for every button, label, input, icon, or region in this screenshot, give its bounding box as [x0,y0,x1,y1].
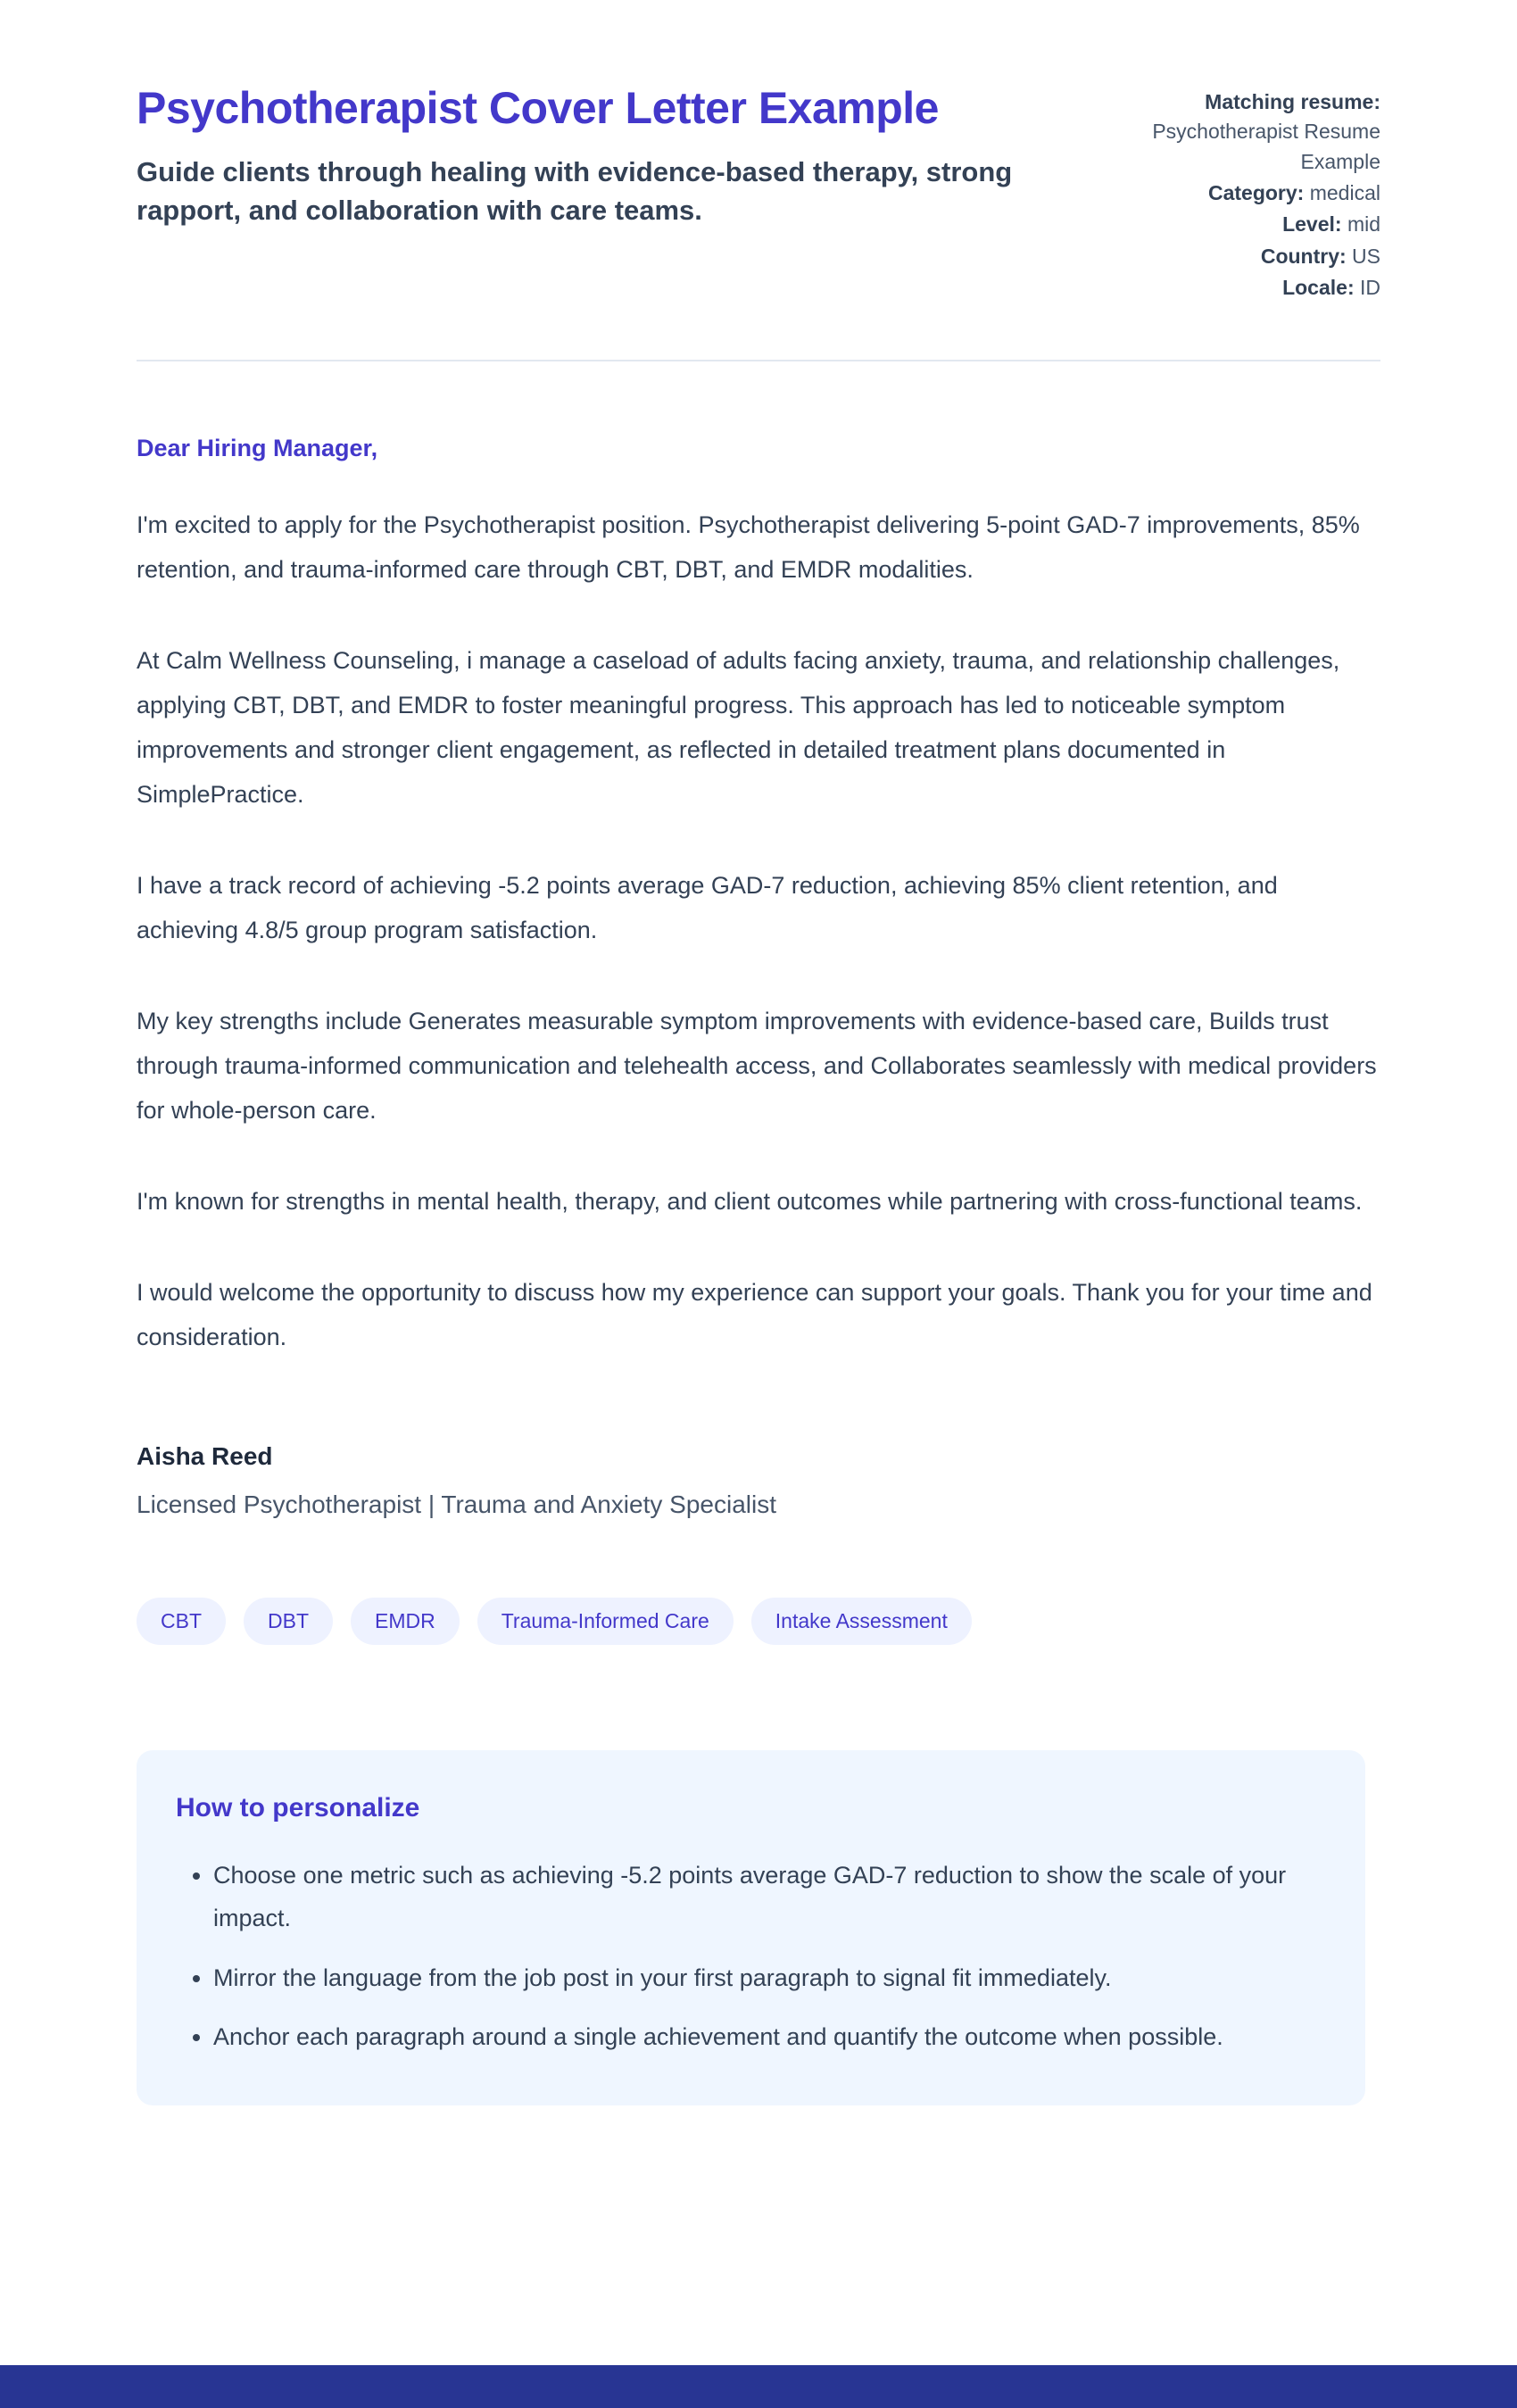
meta-label: Matching resume: [1205,90,1380,113]
meta-label: Category: [1207,181,1305,205]
personalize-tip-list [213,1854,1315,2059]
salutation: Dear Hiring Manager, [137,435,378,462]
header [137,82,1380,304]
personalize-tip: • Anchor each paragraph around a single achievement and quantify the outcome when possible. [213,2015,1302,2059]
meta-row-matching-resume [1108,87,1380,177]
meta-label: Country: [1260,244,1347,268]
meta-value: Psychotherapist Resume Example [1152,120,1380,173]
personalize-tip: • Mirror the language from the job post in your first paragraph to signal fit immediately. [213,1956,1302,2000]
page-content [137,0,1380,2105]
personalize-tip: • Choose one metric such as achieving -5.2 points average GAD-7 reduction to show the scale of your impact. [213,1854,1302,1940]
skill-tag-dbt: DBT [244,1598,333,1645]
page-title: Psychotherapist Cover Letter Example [137,83,939,133]
header-title-block [137,82,1038,230]
resume-meta [1108,82,1380,304]
footer-bar [0,2365,1517,2408]
personalize-heading: How to personalize [176,1792,420,1823]
meta-row-locale [1108,273,1380,303]
meta-value: US [1352,244,1380,268]
skill-tag-intake-assessment: Intake Assessment [751,1598,972,1645]
letter-paragraph: At Calm Wellness Counseling, i manage a caseload of adults facing anxiety, trauma, and relationship challenges, applying CBT, DBT, and EMDR to foster meaningful progress. This approach has led to noticeable symptom improvements and stronger client engagement, as reflected in detailed treatment plans documented in SimplePractice. [137,647,1340,809]
letter-paragraph: My key strengths include Generates measurable symptom improvements with evidence-based care, Builds trust through trauma-informed communication and telehealth access, and Collaborates seamlessly with medical providers for whole-person care. [137,1007,1377,1124]
personalize-box [137,1750,1365,2105]
meta-row-category [1108,179,1380,208]
skill-tag-cbt: CBT [137,1598,226,1645]
meta-label: Locale: [1282,276,1355,300]
divider [137,360,1380,361]
meta-row-country [1108,242,1380,271]
meta-row-level [1108,210,1380,239]
skill-tag-trauma-informed-care: Trauma-Informed Care [477,1598,734,1645]
meta-value: medical [1309,181,1380,205]
meta-value: ID [1360,276,1380,300]
letter-paragraph: I would welcome the opportunity to discuss how my experience can support your goals. Thank you for your time and consideration. [137,1278,1372,1350]
signature-title: Licensed Psychotherapist | Trauma and Anxiety Specialist [137,1490,776,1518]
signature-name: Aisha Reed [137,1441,273,1470]
meta-label: Level: [1282,212,1342,237]
letter-paragraph: I have a track record of achieving -5.2 points average GAD-7 reduction, achieving 85% client retention, and achieving 4.8/5 group program satisfaction. [137,872,1278,943]
letter-paragraph: I'm known for strengths in mental health, therapy, and client outcomes while partnering with cross-functional teams. [137,1187,1363,1215]
page-subtitle: Guide clients through healing with evidence-based therapy, strong rapport, and collaboration with care teams. [137,156,1013,226]
letter-paragraph: I'm excited to apply for the Psychotherapist position. Psychotherapist delivering 5-point GAD-7 improvements, 85% retention, and trauma-informed care through CBT, DBT, and EMDR modalities. [137,511,1360,584]
signature-block [137,1442,1380,1519]
meta-value: mid [1347,212,1380,237]
cover-letter [137,435,1380,1518]
skill-tag-emdr: EMDR [351,1598,460,1645]
skill-tags [137,1598,1380,1645]
